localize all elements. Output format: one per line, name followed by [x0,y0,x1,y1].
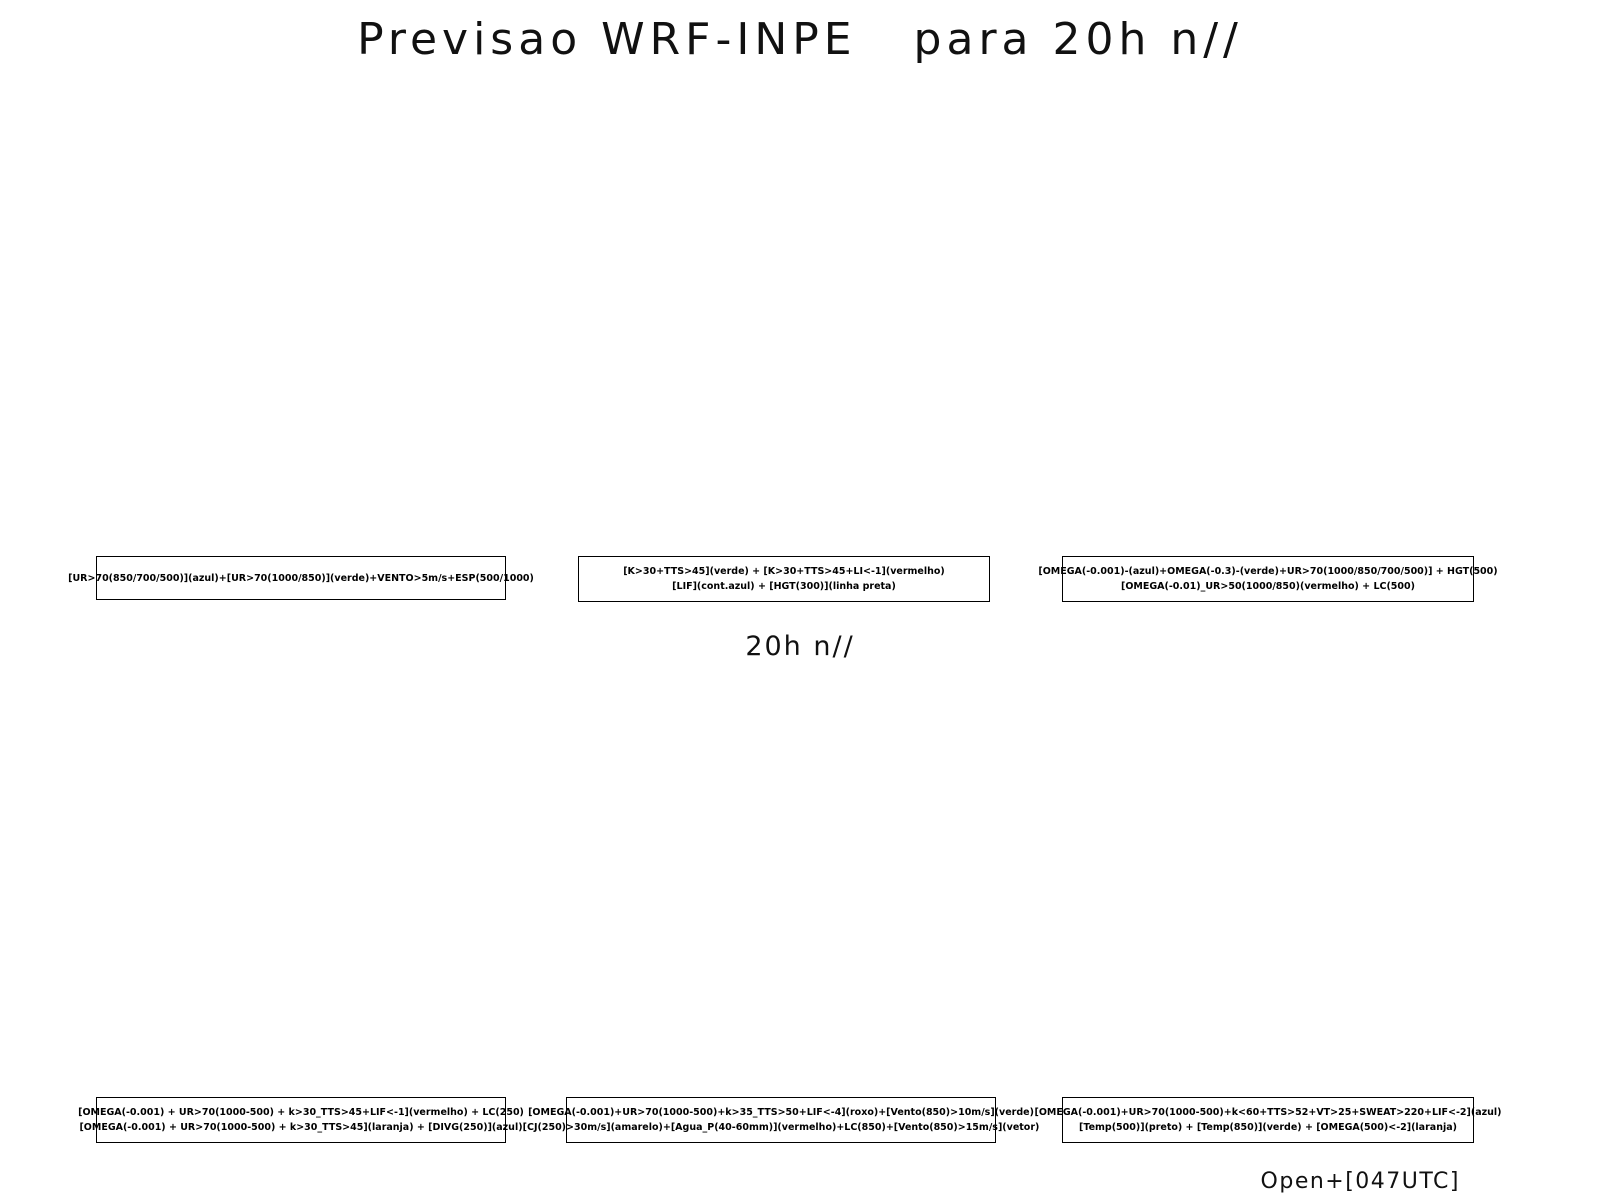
legend-line: [K>30+TTS>45](verde) + [K>30+TTS>45+LI<-1](vermelho) [623,566,945,577]
legend-line: [OMEGA(-0.001)-(azul)+OMEGA(-0.3)-(verde)+UR>70(1000/850/700/500)] + HGT(500) [1038,566,1498,577]
legend-line: [OMEGA(-0.001)+UR>70(1000-500)+k<60+TTS>52+VT>25+SWEAT>220+LIF<-2](azul) [1034,1107,1502,1118]
legend-box-top-left [68,556,534,600]
legend-line: [UR>70(850/700/500)](azul)+[UR>70(1000/850)](verde)+VENTO>5m/s+ESP(500/1000) [68,572,534,584]
legend-box-top-middle [578,556,990,602]
legend-box-bottom-right [1034,1097,1502,1143]
legend-box-bottom-middle [522,1097,1040,1143]
footer-label: Open+[047UTC] [1260,1169,1460,1194]
legend-line: [OMEGA(-0.001) + UR>70(1000-500) + k>30_TTS>45+LIF<-1](vermelho) + LC(250) [78,1107,524,1118]
legend-line: [CJ(250)>30m/s](amarelo)+[Agua_P(40-60mm)](vermelho)+LC(850)+[Vento(850)>15m/s](vetor) [522,1122,1040,1133]
legend-line: [OMEGA(-0.001)+UR>70(1000-500)+k>35_TTS>50+LIF<-4](roxo)+[Vento(850)>10m/s](verde) [528,1107,1034,1118]
page-title: Previsao WRF-INPE para 20h n// [357,14,1243,65]
legend-line: [Temp(500)](preto) + [Temp(850)](verde) + [OMEGA(500)<-2](laranja) [1079,1122,1457,1133]
legend-line: [OMEGA(-0.001) + UR>70(1000-500) + k>30_TTS>45](laranja) + [DIVG(250)](azul) [79,1122,523,1133]
middle-caption: 20h n// [745,631,855,662]
legend-line: [LIF](cont.azul) + [HGT(300)](linha preta) [672,581,896,592]
legend-box-top-right [1038,556,1498,602]
legend-box-bottom-left [78,1097,524,1143]
legend-line: [OMEGA(-0.01)_UR>50(1000/850)(vermelho) + LC(500) [1121,581,1415,592]
